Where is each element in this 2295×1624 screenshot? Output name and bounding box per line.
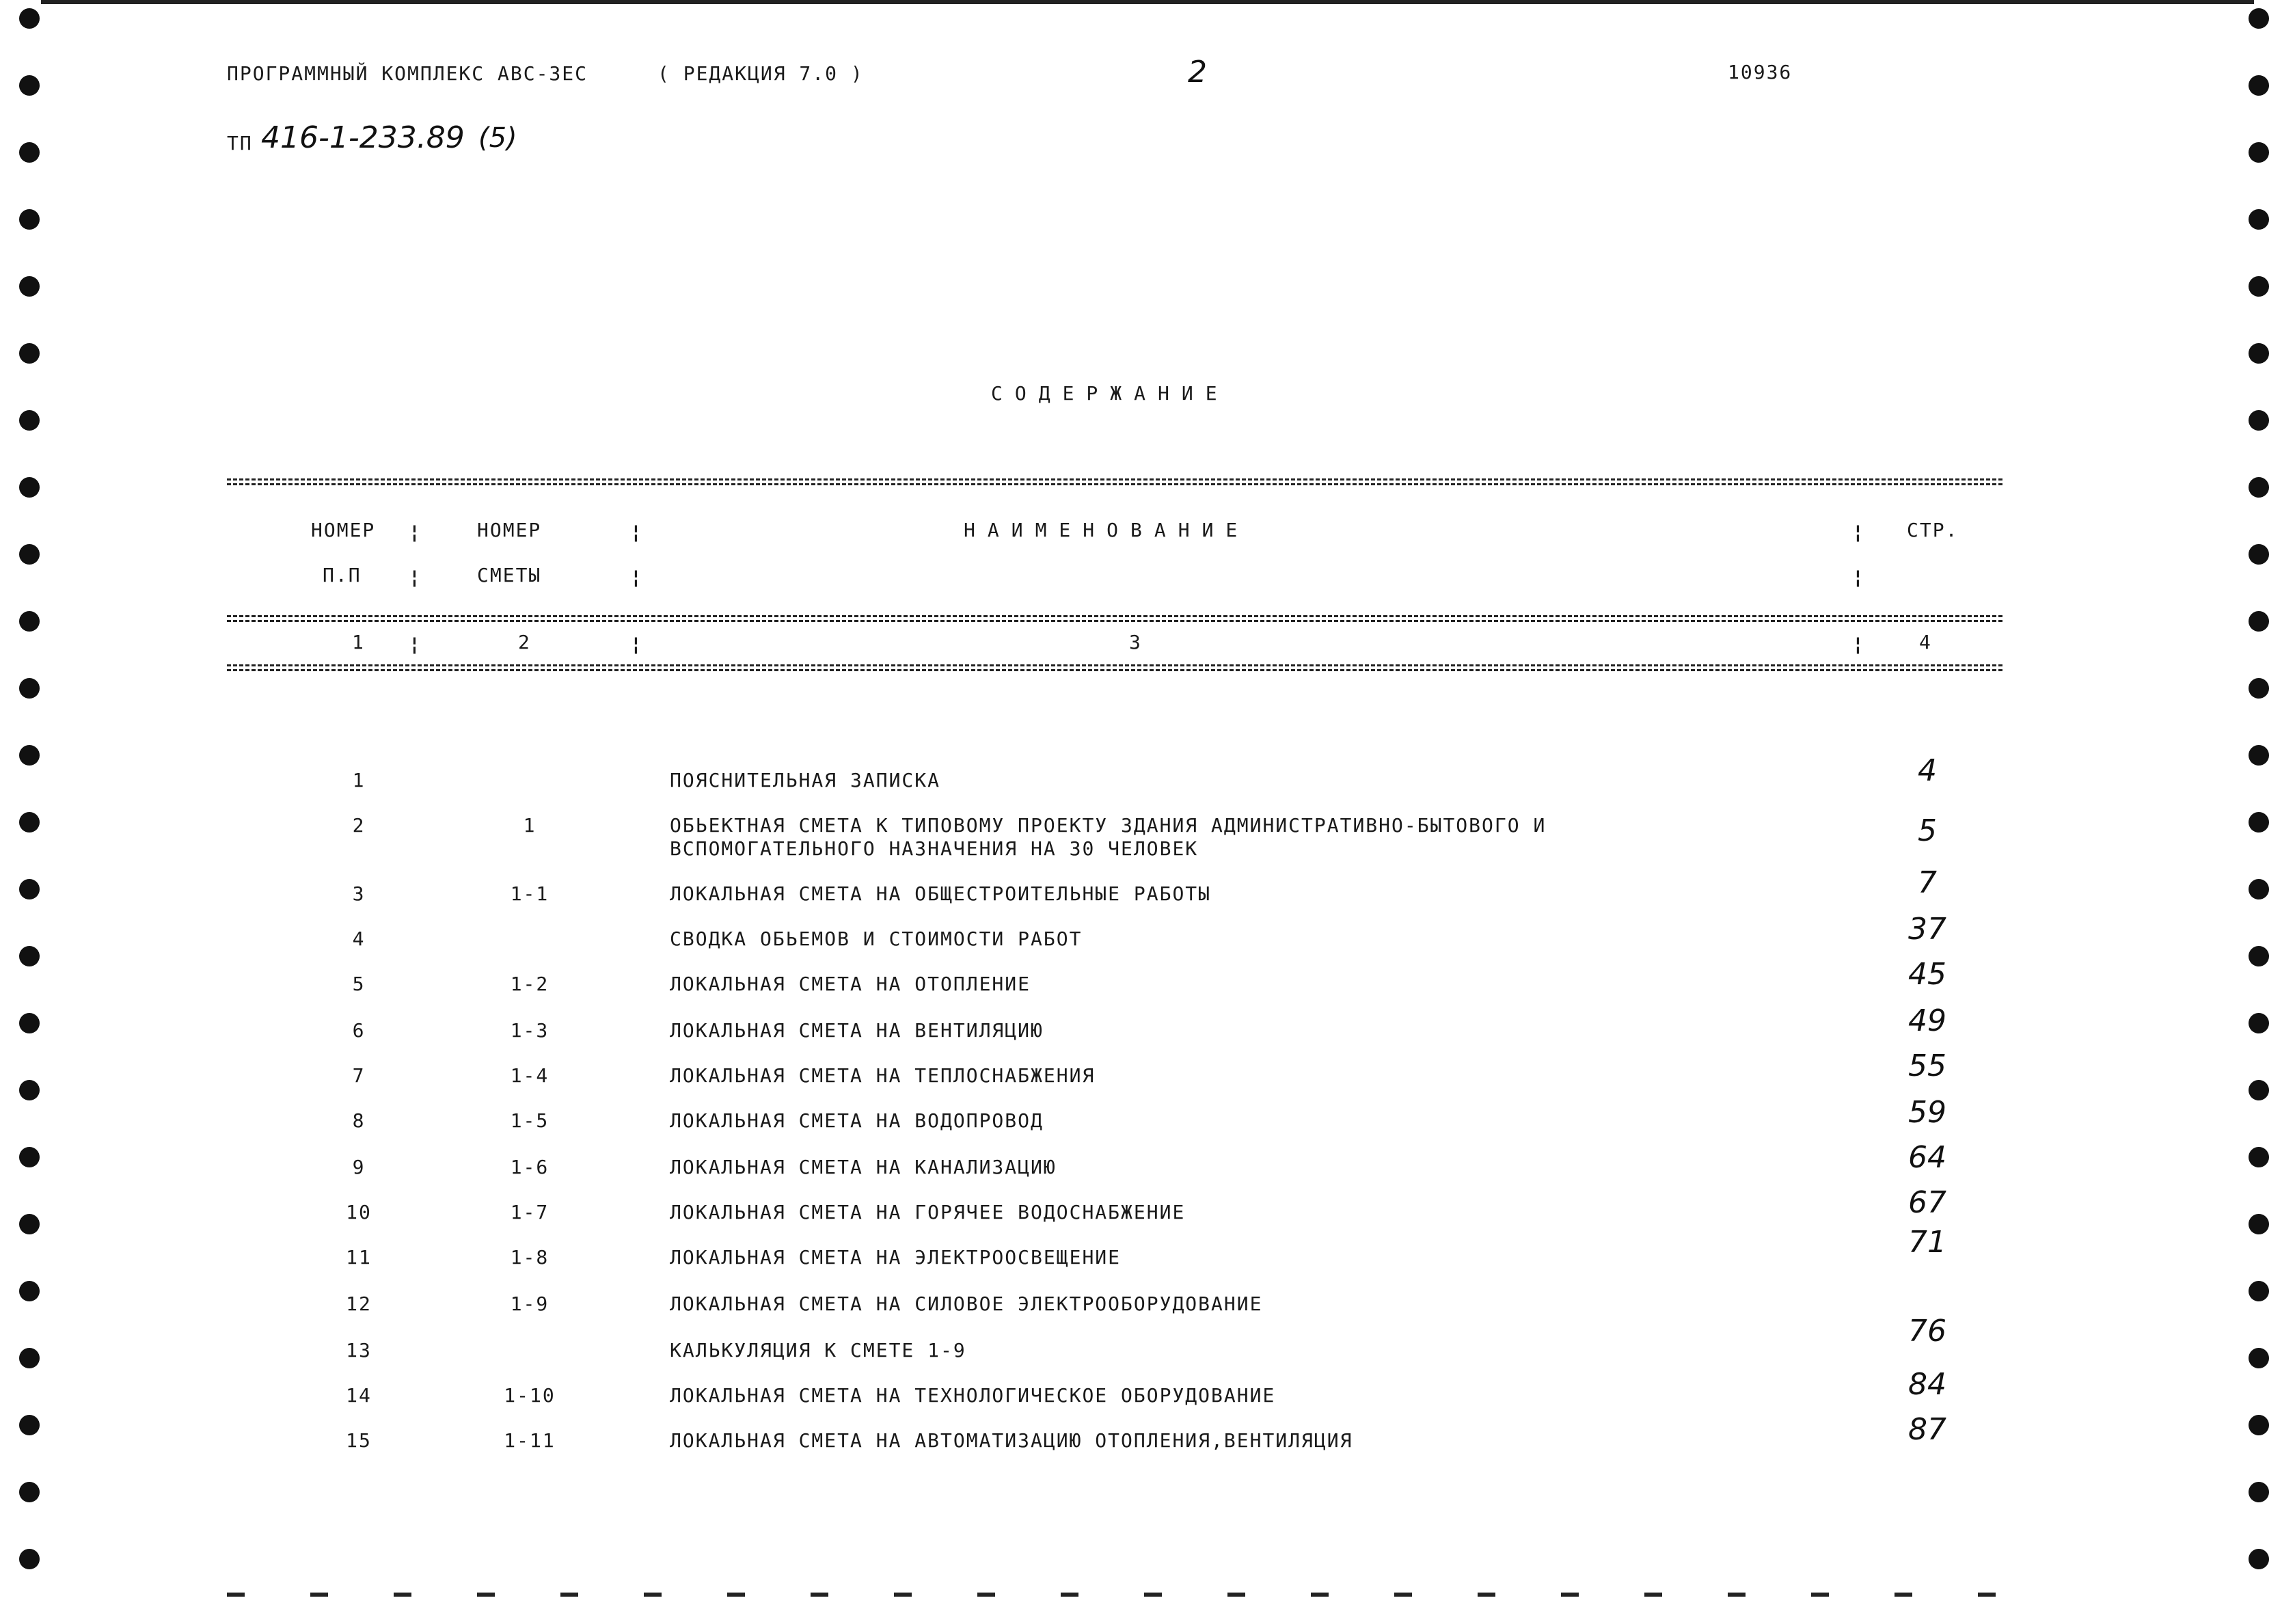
tractor-holes-right [2249, 0, 2276, 1624]
col1-header-line1: НОМЕР [311, 519, 376, 541]
row-smeta: 1-4 [510, 1064, 549, 1087]
row-name: ЛОКАЛЬНАЯ СМЕТА НА ОБЩЕСТРОИТЕЛЬНЫЕ РАБОТЫ [670, 882, 1212, 905]
page-title: СОДЕРЖАНИЕ [991, 382, 1230, 405]
table-row [0, 1412, 2295, 1459]
row-name: ЛОКАЛЬНАЯ СМЕТА НА ТЕПЛОСНАБЖЕНИЯ [670, 1064, 1096, 1087]
header-separator: ¦ [409, 566, 420, 588]
row-name: ЛОКАЛЬНАЯ СМЕТА НА СИЛОВОЕ ЭЛЕКТРООБОРУДОВАНИЕ [670, 1293, 1263, 1315]
row-name: ЛОКАЛЬНАЯ СМЕТА НА КАНАЛИЗАЦИЮ [670, 1156, 1057, 1178]
row-smeta: 1-9 [510, 1293, 549, 1315]
row-smeta: 1-5 [510, 1109, 549, 1132]
tp-prefix: ТП [227, 132, 253, 154]
col-number-2: 2 [518, 631, 531, 653]
table-top-rule [227, 478, 2002, 485]
program-name: ПРОГРАММНЫЙ КОМПЛЕКС АВС-3ЕС [227, 62, 588, 85]
row-number: 9 [352, 1156, 366, 1178]
row-page: 4 [1918, 753, 1937, 788]
col3-header: НАИМЕНОВАНИЕ [964, 519, 1250, 541]
row-page: 37 [1908, 912, 1946, 947]
table-row [0, 1367, 2295, 1413]
col2-header-line2: СМЕТЫ [477, 564, 542, 586]
table-row [0, 1048, 2295, 1094]
paper-top-edge [41, 0, 2254, 4]
row-name: СВОДКА ОБЬЕМОВ И СТОИМОСТИ РАБОТ [670, 928, 1083, 950]
row-number: 2 [352, 814, 366, 837]
table-row [0, 1003, 2295, 1048]
row-name: ЛОКАЛЬНАЯ СМЕТА НА ВЕНТИЛЯЦИЮ [670, 1019, 1044, 1042]
row-page: 59 [1908, 1095, 1946, 1130]
table-row [0, 753, 2295, 798]
row-page: 64 [1908, 1140, 1946, 1175]
row-page: 7 [1918, 865, 1937, 900]
row-page: 5 [1918, 813, 1937, 848]
table-row [0, 1095, 2295, 1139]
table-row [0, 912, 2295, 957]
table-colnum-rule [227, 664, 2002, 671]
table-row [0, 1140, 2295, 1185]
row-page: 45 [1908, 957, 1946, 992]
row-number: 4 [352, 928, 366, 950]
table-row [0, 957, 2295, 1002]
row-name: ЛОКАЛЬНАЯ СМЕТА НА ТЕХНОЛОГИЧЕСКОЕ ОБОРУДОВАНИЕ [670, 1384, 1276, 1407]
colnum-separator: ¦ [1852, 633, 1864, 655]
row-smeta: 1-6 [510, 1156, 549, 1178]
col2-header-line1: НОМЕР [477, 519, 542, 541]
row-smeta: 1-10 [504, 1384, 556, 1407]
header-separator: ¦ [1852, 566, 1864, 588]
row-number: 10 [346, 1201, 372, 1223]
table-row [0, 813, 2295, 860]
row-name: ОБЬЕКТНАЯ СМЕТА К ТИПОВОМУ ПРОЕКТУ ЗДАНИЯ АДМИНИСТРАТИВНО-БЫТОВОГО И [670, 814, 1547, 837]
row-number: 7 [352, 1064, 366, 1087]
table-row [0, 1185, 2295, 1230]
col-number-3: 3 [1129, 631, 1142, 653]
row-number: 11 [346, 1246, 372, 1269]
row-smeta: 1-2 [510, 973, 549, 995]
colnum-separator: ¦ [630, 633, 642, 655]
row-smeta: 1-3 [510, 1019, 549, 1042]
row-name: ЛОКАЛЬНАЯ СМЕТА НА ВОДОПРОВОД [670, 1109, 1044, 1132]
row-smeta: 1-11 [504, 1429, 556, 1452]
colnum-separator: ¦ [409, 633, 420, 655]
row-name: ЛОКАЛЬНАЯ СМЕТА НА АВТОМАТИЗАЦИЮ ОТОПЛЕНИЯ,ВЕНТИЛЯЦИЯ [670, 1429, 1353, 1452]
row-name: ЛОКАЛЬНАЯ СМЕТА НА ЭЛЕКТРООСВЕЩЕНИЕ [670, 1246, 1122, 1269]
row-smeta: 1 [523, 814, 537, 837]
page-footer-dashes [227, 1593, 2004, 1597]
row-page: 49 [1908, 1003, 1946, 1038]
row-page: 67 [1908, 1185, 1946, 1220]
row-name: КАЛЬКУЛЯЦИЯ К СМЕТЕ 1-9 [670, 1339, 966, 1362]
tractor-holes-left [19, 0, 46, 1624]
row-number: 3 [352, 882, 366, 905]
row-page: 71 [1908, 1225, 1946, 1260]
row-name: ПОЯСНИТЕЛЬНАЯ ЗАПИСКА [670, 769, 941, 791]
table-row [0, 1314, 2295, 1368]
row-number: 8 [352, 1109, 366, 1132]
table-row [0, 865, 2295, 912]
col-number-4: 4 [1919, 631, 1932, 653]
row-number: 6 [352, 1019, 366, 1042]
row-smeta: 1-8 [510, 1246, 549, 1269]
table-header-rule [227, 615, 2002, 622]
col4-header: СТР. [1907, 519, 1959, 541]
table-row [0, 1225, 2295, 1275]
page-number: 2 [1188, 55, 1207, 90]
row-number: 15 [346, 1429, 372, 1452]
row-page: 87 [1908, 1412, 1946, 1447]
row-smeta: 1-7 [510, 1201, 549, 1223]
row-page: 76 [1908, 1314, 1946, 1349]
document-number: 10936 [1728, 61, 1793, 83]
tp-part: (5) [478, 122, 517, 154]
row-number: 14 [346, 1384, 372, 1407]
col-number-1: 1 [352, 631, 365, 653]
row-name: ЛОКАЛЬНАЯ СМЕТА НА ГОРЯЧЕЕ ВОДОСНАБЖЕНИЕ [670, 1201, 1186, 1223]
row-number: 13 [346, 1339, 372, 1362]
col1-header-line2: П.П [323, 564, 362, 586]
row-name: ЛОКАЛЬНАЯ СМЕТА НА ОТОПЛЕНИЕ [670, 973, 1031, 995]
row-smeta: 1-1 [510, 882, 549, 905]
header-separator: ¦ [409, 521, 420, 543]
row-page: 84 [1908, 1367, 1946, 1402]
row-number: 5 [352, 973, 366, 995]
header-separator: ¦ [1852, 521, 1864, 543]
tp-code: 416-1-233.89 [261, 120, 465, 155]
row-number: 12 [346, 1293, 372, 1315]
row-number: 1 [352, 769, 366, 791]
row-name-continued: ВСПОМОГАТЕЛЬНОГО НАЗНАЧЕНИЯ НА 30 ЧЕЛОВЕК [670, 837, 1199, 860]
header-separator: ¦ [630, 521, 642, 543]
header-separator: ¦ [630, 566, 642, 588]
edition-label: ( РЕДАКЦИЯ 7.0 ) [657, 62, 864, 85]
row-page: 55 [1908, 1048, 1946, 1083]
